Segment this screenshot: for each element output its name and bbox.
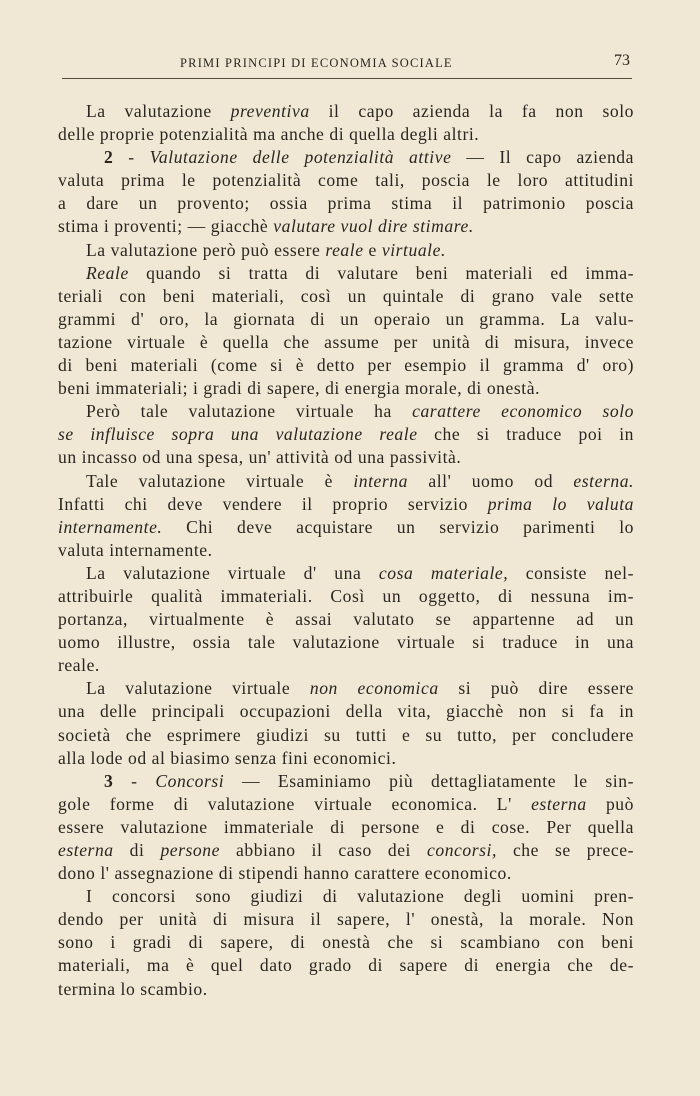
page-header [62, 52, 632, 79]
text-line [58, 770, 634, 793]
italic-text: non economica [309, 678, 439, 699]
italic-text: Valutazione delle potenzialità attive [149, 147, 452, 168]
text-line [58, 493, 634, 516]
text-line [58, 215, 634, 238]
text-run: termina lo scambio. [58, 978, 208, 999]
text-run: teriali con beni materiali, così un quintale di grano vale sette [58, 285, 634, 306]
text-line [58, 446, 634, 469]
text-line [58, 331, 634, 354]
text-line [58, 308, 634, 331]
text-run: portanza, virtualmente è assai valutato se appartenne ad un [58, 609, 634, 630]
text-line [58, 239, 634, 262]
text-run: grammi d' oro, la giornata di un operaio un gramma. La valu- [58, 308, 634, 329]
italic-text: Reale [86, 262, 129, 283]
text-line [58, 747, 634, 770]
italic-text: persone [160, 840, 220, 860]
text-run: a dare un provento; ossia prima stima il patrimonio poscia [58, 193, 634, 214]
italic-text: prima lo valuta [487, 493, 635, 514]
text-run: uomo illustre, ossia tale valutazione virtuale si traduce in una [58, 632, 634, 653]
text-line [58, 169, 634, 192]
italic-text: carattere economico solo [412, 401, 634, 422]
text-run: La valutazione virtuale d' una [86, 562, 379, 583]
text-run: Chi deve acquistare un servizio parimenti lo [162, 516, 634, 537]
text-run: di [113, 840, 161, 860]
text-run: dendo per unità di misura il sapere, l' onestà, la morale. Non [58, 909, 634, 930]
text-line [58, 470, 634, 493]
italic-text: cosa materiale, [378, 562, 509, 583]
italic-text: internamente. [58, 516, 163, 537]
text-run: I concorsi sono giudizi di valutazione degli uomini pren- [86, 886, 634, 907]
text-line [58, 631, 634, 654]
italic-text: se influisce sopra una valutazione reale [58, 424, 418, 445]
text-line [58, 285, 634, 308]
text-run: beni immateriali; i gradi di sapere, di energia morale, di onestà. [58, 378, 541, 399]
running-title: PRIMI PRINCIPI DI ECONOMIA SOCIALE [180, 56, 453, 70]
text-run: Tale valutazione virtuale è [86, 470, 354, 491]
text-run: — Il capo azienda [451, 147, 635, 168]
text-run: valuta prima le potenzialità come tali, poscia le loro attitudini [58, 170, 634, 191]
text-run: tazione virtuale è quella che assume per unità di misura, invece [58, 331, 634, 352]
text-line [58, 724, 634, 747]
text-run: che se prece- [496, 840, 634, 860]
text-line [58, 954, 634, 977]
text-run: valuta internamente. [58, 539, 213, 560]
text-run: essere valutazione immateriale di persone e di cose. Per quella [58, 816, 634, 837]
text-run: attribuirle qualità immateriali. Così un oggetto, di nessuna im- [58, 585, 634, 606]
text-run: che si traduce poi in [417, 424, 634, 445]
text-line [58, 885, 634, 908]
text-line [58, 608, 634, 631]
text-run: società che esprimere giudizi su tutti e su tutto, per concludere [58, 724, 634, 745]
italic-text: esterna [531, 793, 587, 814]
italic-text: virtuale. [381, 239, 446, 260]
text-run: delle proprie potenzialità ma anche di quella degli altri. [58, 124, 480, 145]
text-line [58, 816, 634, 839]
text-run: all' uomo od [408, 470, 574, 491]
text-line [58, 400, 634, 423]
text-line [58, 516, 634, 539]
text-run: e [363, 239, 382, 260]
text-line [58, 839, 634, 862]
text-run: quando si tratta di valutare beni materiali ed imma- [128, 262, 634, 283]
italic-text: esterna. [573, 470, 634, 491]
text-line [58, 377, 634, 400]
text-run: una delle principali occupazioni della vita, giacchè non si fa in [58, 701, 634, 722]
text-run: il capo azienda la fa non solo [309, 101, 634, 121]
italic-text: interna [353, 470, 409, 491]
text-line [58, 793, 634, 816]
text-run: - [113, 147, 150, 168]
text-run: di beni materiali (come si è detto per esempio il gramma d' oro) [58, 355, 634, 376]
text-line [58, 354, 634, 377]
text-run: un incasso od una spesa, un' attività od una passività. [58, 447, 462, 468]
text-line [58, 146, 634, 169]
text-run: stima i proventi; — giacchè [58, 216, 274, 237]
text-line [58, 562, 634, 585]
text-line [58, 539, 634, 562]
text-run: - [113, 770, 156, 791]
page-number: 73 [614, 52, 630, 69]
italic-text: preventiva [230, 101, 310, 121]
text-line [58, 262, 634, 285]
text-line [58, 123, 634, 146]
text-line [58, 100, 634, 123]
text-line [58, 423, 634, 446]
italic-text: Concorsi [155, 770, 225, 791]
text-line [58, 192, 634, 215]
text-line [58, 700, 634, 723]
text-run: consiste nel- [508, 562, 634, 583]
text-run: sono i gradi di sapere, di onestà che si scambiano con beni [58, 932, 634, 953]
text-line [58, 585, 634, 608]
text-run: materiali, ma è quel dato grado di sapere di energia che de- [58, 955, 634, 976]
text-line [58, 654, 634, 677]
text-run: può [586, 793, 634, 814]
text-run: alla lode od al biasimo senza fini economici. [58, 747, 397, 768]
text-line [58, 677, 634, 700]
body-text [58, 100, 634, 1001]
text-run: La valutazione [86, 101, 231, 121]
section-number: 2 [104, 147, 114, 168]
text-run: — Esaminiamo più dettagliatamente le sin- [224, 770, 634, 791]
text-run: dono l' assegnazione di stipendi hanno carattere economico. [58, 863, 512, 884]
text-run: reale. [58, 655, 100, 676]
text-line [58, 862, 634, 885]
text-line [58, 908, 634, 931]
text-run: La valutazione però può essere [86, 239, 326, 260]
text-run: Però tale valutazione virtuale ha [86, 401, 413, 422]
text-run: abbiano il caso dei [220, 840, 427, 860]
italic-text: concorsi, [427, 840, 497, 860]
text-line [58, 978, 634, 1001]
italic-text: valutare vuol dire stimare. [273, 216, 474, 237]
italic-text: esterna [58, 840, 114, 860]
text-line [58, 931, 634, 954]
text-run: Infatti chi deve vendere il proprio servizio [58, 493, 488, 514]
section-number: 3 [104, 770, 114, 791]
text-run: si può dire essere [438, 678, 634, 699]
italic-text: reale [325, 239, 364, 260]
text-run: gole forme di valutazione virtuale economica. L' [58, 793, 532, 814]
text-run: La valutazione virtuale [86, 678, 310, 699]
